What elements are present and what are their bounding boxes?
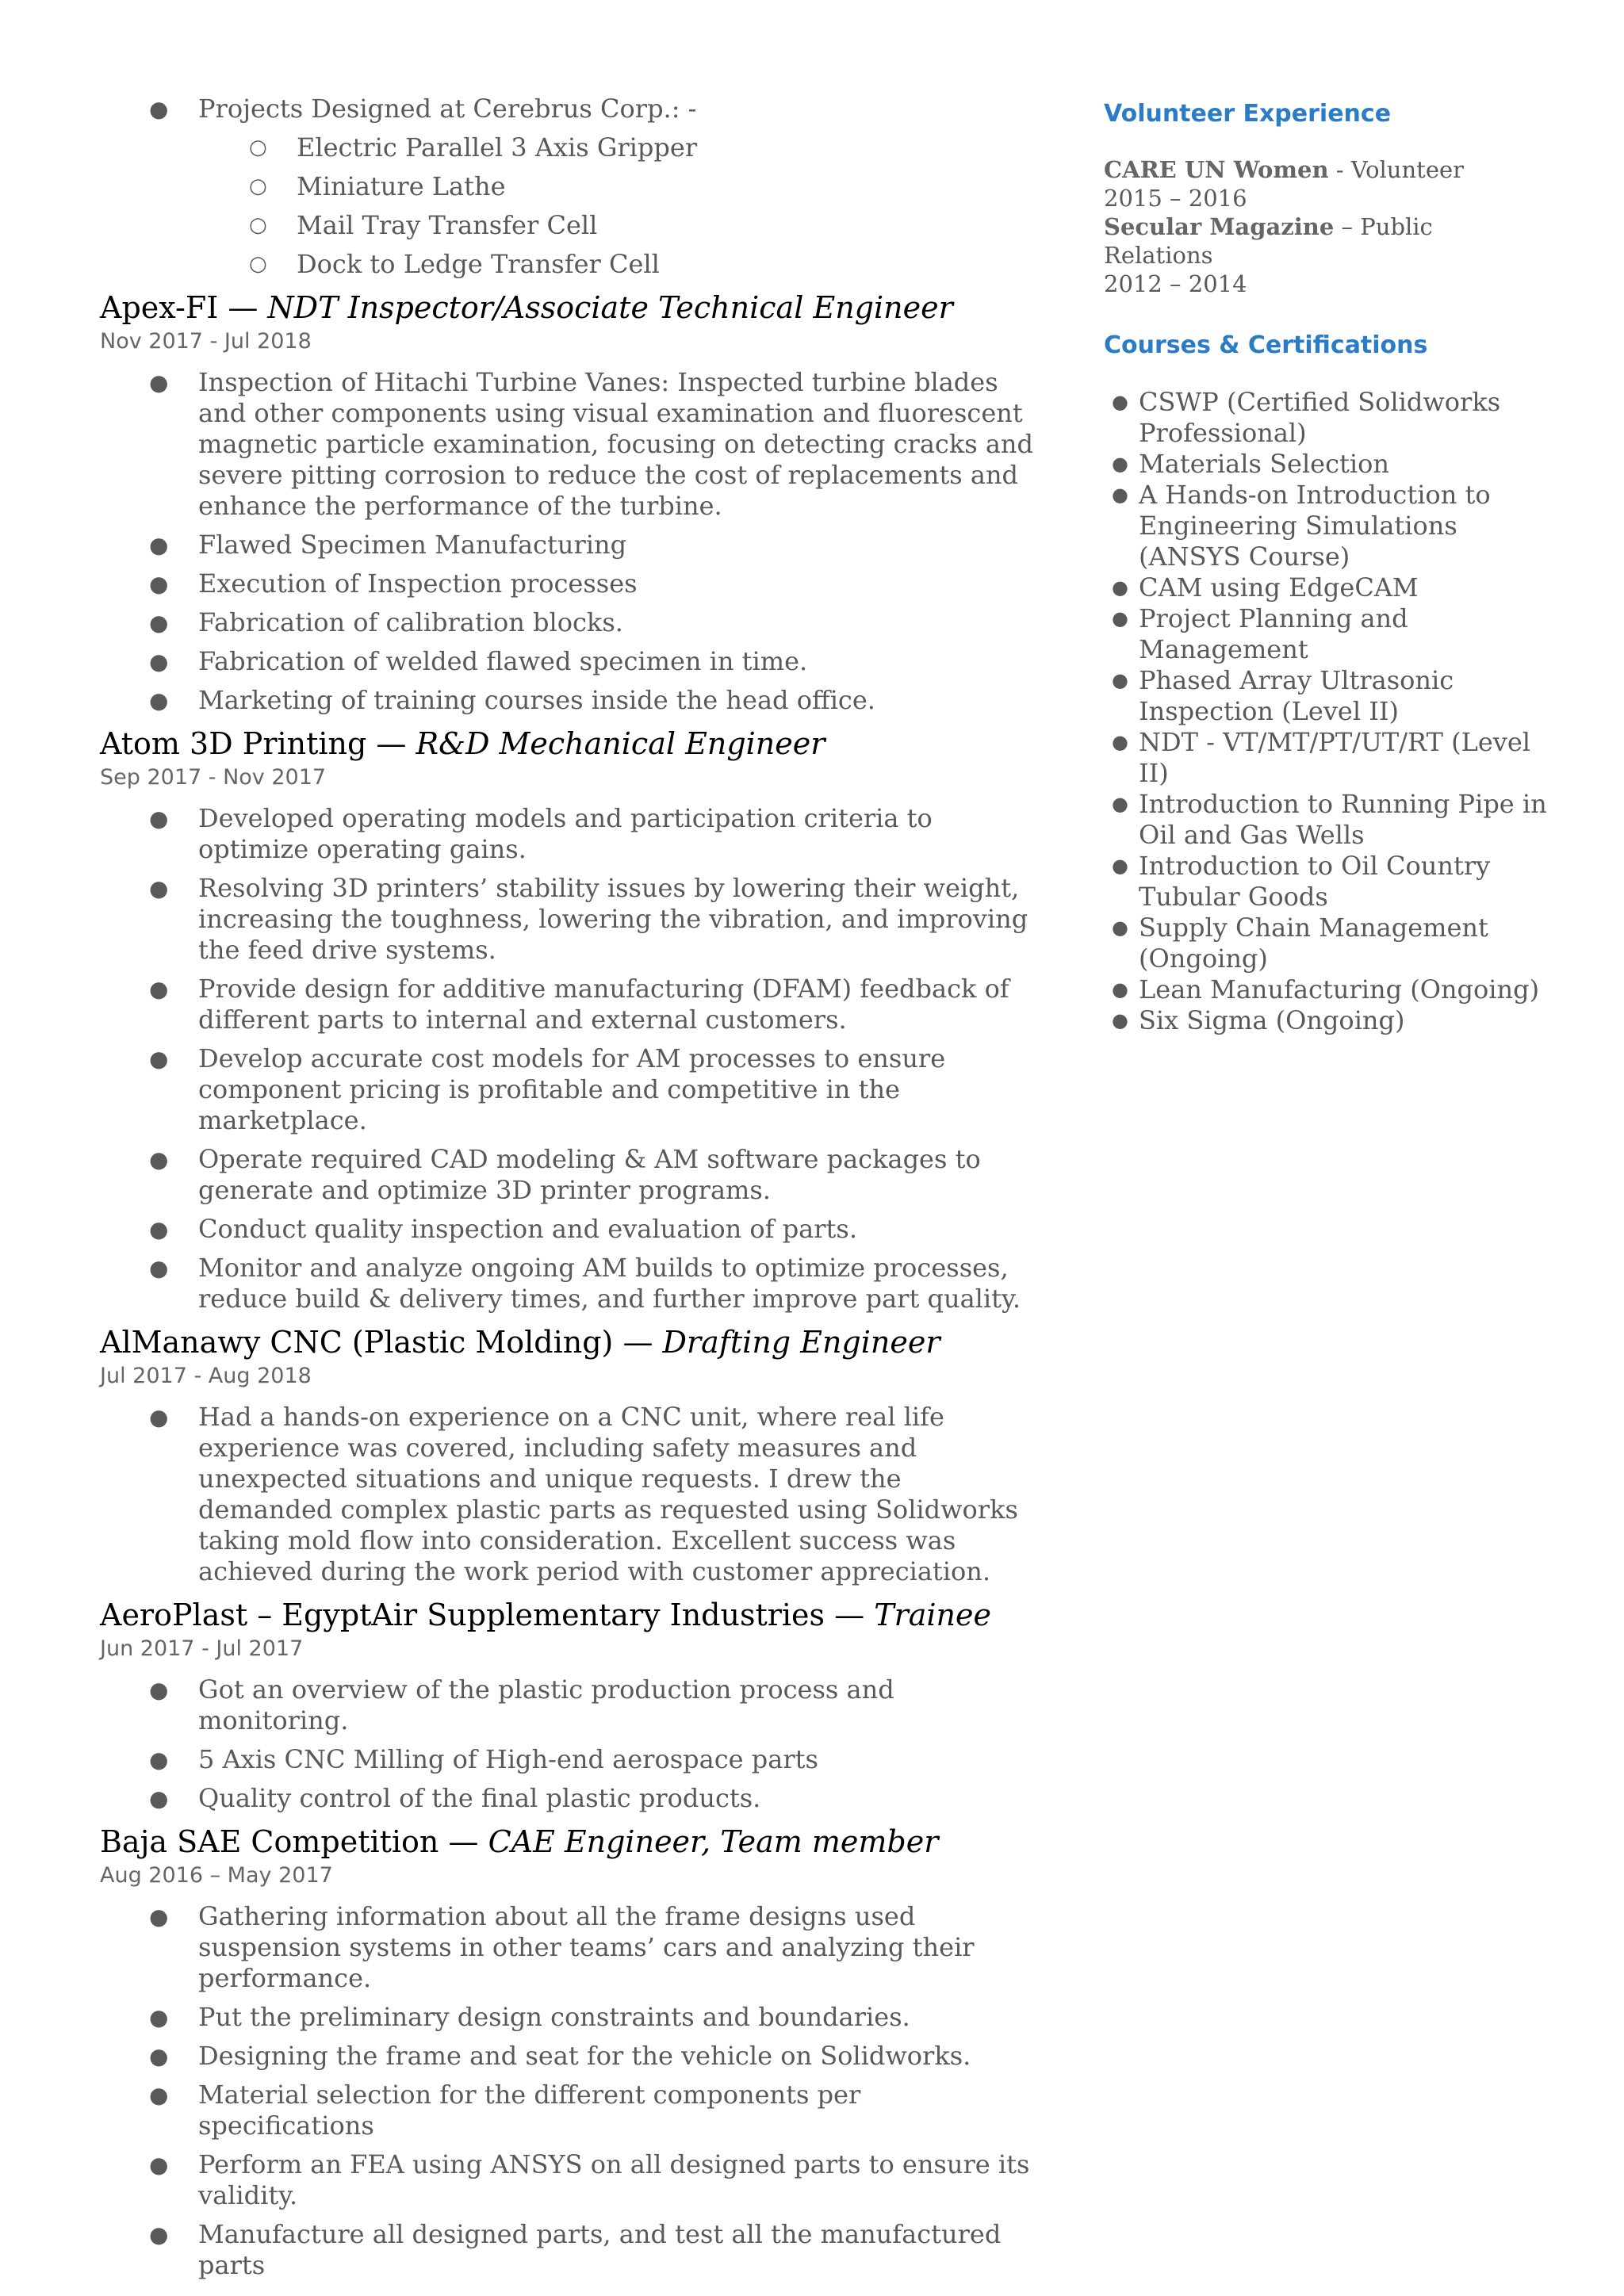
list-item [100,873,1036,966]
job-role: NDT Inspector/Associate Technical Engineer [267,290,953,325]
bullet-icon: ● [1112,731,1128,753]
job-dates: Jul 2017 - Aug 2018 [100,1364,312,1388]
list-item [100,2041,1036,2072]
job-entry [100,1822,1036,2281]
bullet-text: Manufacture all designed parts, and test all the manufactured parts [198,2219,1002,2280]
list-item [100,1783,1036,1814]
volunteer-role: Public Relations [1104,213,1433,269]
course-item [1104,913,1548,974]
course-name: Six Sigma (Ongoing) [1139,1005,1405,1035]
job-entry [100,1322,1036,1587]
bullet-icon: ● [1112,453,1128,475]
volunteer-years: 2012 – 2014 [1104,270,1247,297]
volunteer-org: CARE UN Women [1104,156,1329,183]
list-item [100,1214,1036,1245]
bullet-icon: ● [149,2221,169,2248]
bullet-icon: ● [1112,484,1128,506]
bullet-icon: ● [1112,978,1128,1001]
job-header [100,724,1036,763]
volunteer-org: Secular Magazine [1104,213,1335,240]
bullet-text: Designing the frame and seat for the vehicle on Solidworks. [198,2041,971,2071]
list-item [198,132,1036,163]
course-item [1104,603,1548,665]
job-header [100,1822,1036,1862]
job-header [100,1322,1036,1362]
separator: — [218,290,268,325]
course-item [1104,974,1548,1005]
volunteer-list [1104,155,1548,298]
company-name: Apex-FI [100,290,219,325]
job-bullets [100,1402,1036,1587]
bullet-text: Inspection of Hitachi Turbine Vanes: Inspected turbine blades and other components using visual examination and fluorescent magnetic particle examination, focusing on detecting cracks and severe pitting corrosion to reduce the cost of replacements and enhance the performance of the turbine. [198,367,1033,521]
bullet-text: Develop accurate cost models for AM processes to ensure component pricing is profitable and competitive in the marketplace. [198,1043,946,1135]
bullet-text: Monitor and analyze ongoing AM builds to optimize processes, reduce build & delivery times, and further improve part quality. [198,1253,1021,1314]
job-dates: Aug 2016 – May 2017 [100,1863,333,1888]
volunteer-section-title: Volunteer Experience [1104,100,1392,128]
list-item [100,367,1036,522]
separator: — [439,1824,488,1859]
bullet-text: Gathering information about all the frame designs used suspension systems in other teams’ cars and analyzing their performance. [198,1901,975,1993]
intro-bullets [100,94,1036,280]
bullet-icon: ● [149,96,169,122]
list-item [100,685,1036,716]
bullet-icon: ● [149,369,169,396]
course-item [1104,789,1548,851]
list-item [100,1901,1036,1994]
bullet-icon: ● [149,806,169,832]
list-item [198,210,1036,241]
projects-label: Projects Designed at Cerebrus Corp.: - [198,94,697,124]
company-name: AlManawy CNC (Plastic Molding) [100,1325,614,1360]
course-name: Lean Manufacturing (Ongoing) [1139,974,1540,1004]
list-item [100,1144,1036,1206]
list-item [100,2219,1036,2281]
projects-list [198,132,1036,280]
experience-column [100,94,1036,2289]
bullet-text: Perform an FEA using ANSYS on all designed parts to ensure its validity. [198,2149,1030,2210]
job-dates: Sep 2017 - Nov 2017 [100,765,327,790]
course-name: Phased Array Ultrasonic Inspection (Level II) [1139,665,1454,726]
volunteer-item [1104,212,1548,298]
volunteer-role: Volunteer [1350,156,1465,183]
job-role: CAE Engineer, Team member [488,1824,939,1859]
bullet-icon: ● [149,2043,169,2069]
bullet-text: Fabrication of welded flawed specimen in time. [198,646,808,676]
bullet-text: Conduct quality inspection and evaluation of parts. [198,1214,857,1244]
bullet-text: Fabrication of calibration blocks. [198,607,623,637]
list-item [100,1674,1036,1736]
course-name: CAM using EdgeCAM [1139,572,1419,603]
list-item [100,1744,1036,1775]
circle-bullet-icon: ○ [249,136,267,159]
list-item [100,646,1036,677]
job-dates: Nov 2017 - Jul 2018 [100,329,312,354]
list-item [100,803,1036,865]
bullet-icon: ● [149,2152,169,2178]
list-item [100,2149,1036,2211]
job-bullets [100,1674,1036,1814]
sidebar-column [1104,98,1548,1036]
circle-bullet-icon: ○ [249,174,267,198]
project-name: Mail Tray Transfer Cell [297,210,598,240]
bullet-icon: ● [149,1904,169,1930]
bullet-text: Developed operating models and participation criteria to optimize operating gains. [198,803,933,864]
company-name: Atom 3D Printing [100,726,367,761]
bullet-icon: ● [149,2082,169,2108]
bullet-icon: ● [1112,391,1128,413]
course-item [1104,727,1548,789]
jobs-list [100,288,1036,2281]
course-item [1104,480,1548,572]
job-role: R&D Mechanical Engineer [416,726,825,761]
bullet-icon: ● [149,687,169,714]
course-item [1104,665,1548,727]
bullet-icon: ● [149,976,169,1002]
volunteer-years: 2015 – 2016 [1104,185,1247,212]
list-item [100,94,1036,280]
course-name: Introduction to Oil Country Tubular Goods [1139,851,1491,912]
bullet-icon: ● [149,1677,169,1703]
bullet-text: Got an overview of the plastic production process and monitoring. [198,1674,894,1735]
bullet-text: Material selection for the different components per specifications [198,2080,861,2141]
course-name: Supply Chain Management (Ongoing) [1139,913,1488,974]
bullet-icon: ● [1112,669,1128,691]
bullet-text: Put the preliminary design constraints and boundaries. [198,2002,910,2032]
course-name: NDT - VT/MT/PT/UT/RT (Level II) [1139,727,1530,788]
bullet-icon: ● [149,532,169,558]
bullet-icon: ● [1112,855,1128,877]
bullet-text: Had a hands-on experience on a CNC unit, where real life experience was covered, including safety measures and unexpected situations and unique requests. I drew the demanded complex plastic parts as requested using Solidworks taking mold flow into consideration. Excellent success was achieved during the work period with customer appreciation. [198,1402,1018,1586]
bullet-text: Provide design for additive manufacturing (DFAM) feedback of different parts to internal and external customers. [198,974,1009,1035]
bullet-icon: ● [1112,793,1128,815]
circle-bullet-icon: ○ [249,213,267,237]
list-item [198,171,1036,202]
separator: – [1334,213,1361,240]
course-item [1104,1005,1548,1036]
bullet-icon: ● [149,1747,169,1773]
separator: — [613,1325,663,1360]
bullet-icon: ● [149,1255,169,1281]
project-name: Dock to Ledge Transfer Cell [297,249,660,279]
list-item [100,568,1036,599]
bullet-text: Flawed Specimen Manufacturing [198,530,627,560]
job-bullets [100,803,1036,1314]
project-name: Miniature Lathe [297,171,506,201]
bullet-icon: ● [1112,607,1128,629]
bullet-text: Quality control of the final plastic products. [198,1783,761,1813]
job-bullets [100,367,1036,716]
list-item [100,974,1036,1035]
bullet-icon: ● [149,1785,169,1812]
bullet-icon: ● [149,1046,169,1072]
bullet-icon: ● [149,1404,169,1430]
job-entry [100,1595,1036,1814]
course-name: Project Planning and Management [1139,603,1408,664]
course-name: A Hands-on Introduction to Engineering Simulations (ANSYS Course) [1139,480,1491,572]
separator: — [825,1598,875,1632]
course-item [1104,851,1548,913]
company-name: Baja SAE Competition [100,1824,439,1859]
list-item [100,1402,1036,1587]
list-item [100,2002,1036,2033]
volunteer-item [1104,155,1548,212]
job-bullets [100,1901,1036,2281]
courses-list [1104,387,1548,1036]
job-entry [100,288,1036,716]
list-item [100,530,1036,561]
circle-bullet-icon: ○ [249,252,267,276]
course-name: CSWP (Certified Solidworks Professional) [1139,387,1501,448]
separator: — [366,726,416,761]
bullet-icon: ● [149,875,169,901]
bullet-icon: ● [1112,1009,1128,1031]
bullet-icon: ● [149,571,169,597]
course-name: Materials Selection [1139,449,1389,479]
job-role: Trainee [874,1598,991,1632]
courses-section-title: Courses & Certifications [1104,331,1428,359]
job-entry [100,724,1036,1314]
bullet-text: Execution of Inspection processes [198,568,638,599]
list-item [100,1043,1036,1136]
course-item [1104,449,1548,480]
list-item [100,2080,1036,2141]
job-dates: Jun 2017 - Jul 2017 [100,1636,304,1661]
bullet-icon: ● [149,2004,169,2030]
bullet-text: Marketing of training courses inside the head office. [198,685,875,715]
bullet-text: Operate required CAD modeling & AM software packages to generate and optimize 3D printer programs. [198,1144,981,1205]
bullet-text: 5 Axis CNC Milling of High-end aerospace parts [198,1744,818,1774]
project-name: Electric Parallel 3 Axis Gripper [297,132,698,163]
bullet-icon: ● [1112,576,1128,599]
separator: - [1328,156,1351,183]
job-header [100,288,1036,327]
company-name: AeroPlast – EgyptAir Supplementary Industries [100,1598,825,1632]
bullet-icon: ● [149,1146,169,1173]
job-role: Drafting Engineer [662,1325,940,1360]
course-item [1104,572,1548,603]
course-name: Introduction to Running Pipe in Oil and Gas Wells [1139,789,1547,850]
bullet-icon: ● [149,1216,169,1242]
job-header [100,1595,1036,1635]
list-item [100,607,1036,638]
course-item [1104,387,1548,449]
bullet-text: Resolving 3D printers’ stability issues by lowering their weight, increasing the toughness, lowering the vibration, and improving the feed drive systems. [198,873,1028,965]
list-item [198,249,1036,280]
bullet-icon: ● [149,649,169,675]
bullet-icon: ● [1112,916,1128,939]
list-item [100,1253,1036,1314]
bullet-icon: ● [149,610,169,636]
